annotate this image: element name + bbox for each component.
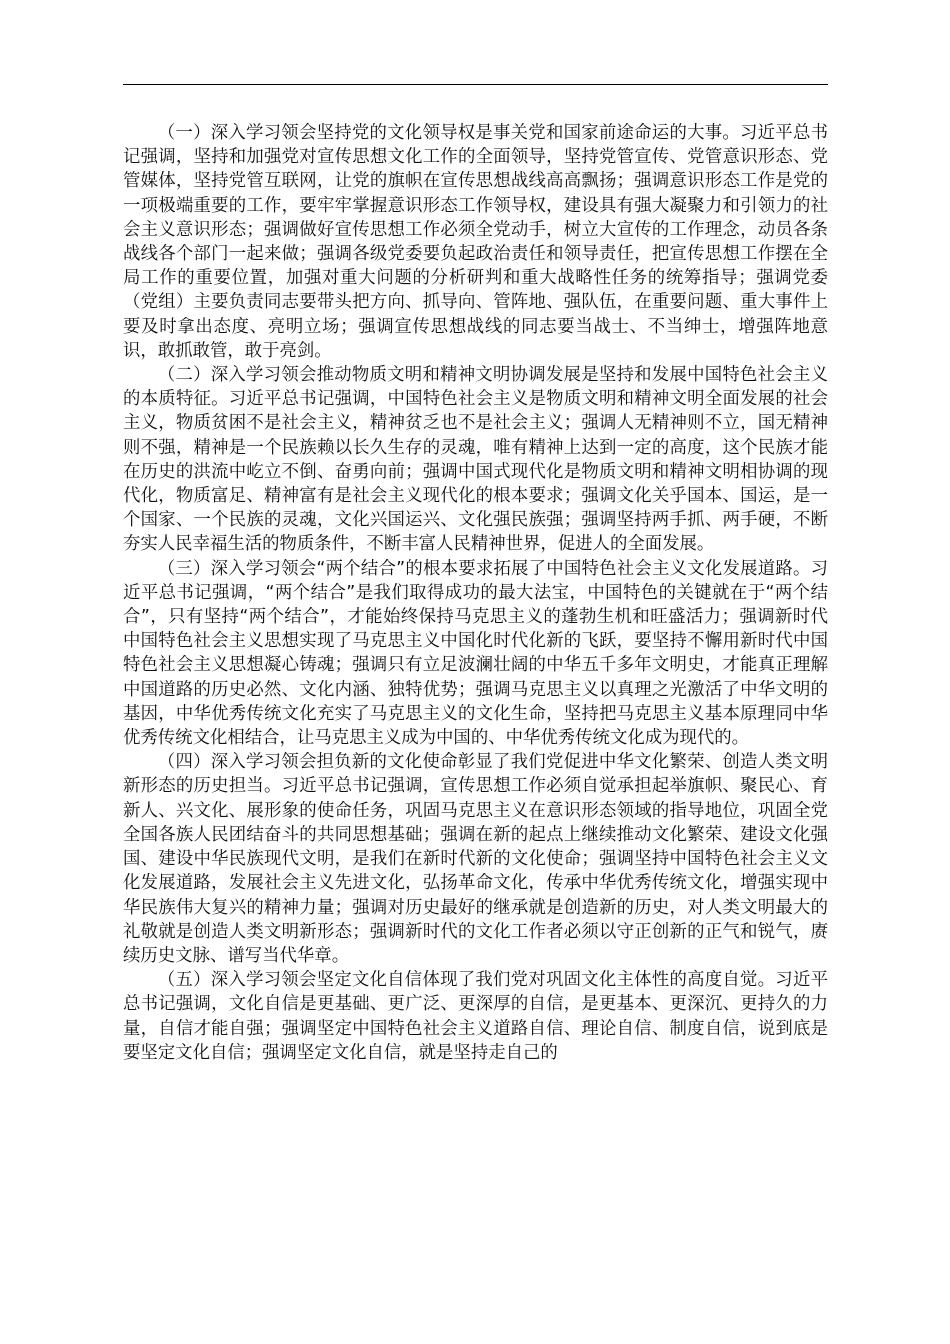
paragraph-5: （五）深入学习领会坚定文化自信体现了我们党对巩固文化主体性的高度自觉。习近平总书记强调，文化自信是更基础、更广泛、更深厚的自信，是更基本、更深沉、更持久的力量，自信才能自强；强调坚定中国特色社会主义道路自信、理论自信、制度自信，说到底是要坚定文化自信；强调坚定文化自信，就是坚持走自己的 [123, 970, 828, 1063]
header-rule [123, 84, 828, 85]
body-text [123, 121, 828, 1065]
paragraph-2: （二）深入学习领会推动物质文明和精神文明协调发展是坚持和发展中国特色社会主义的本质特征。习近平总书记强调，中国特色社会主义是物质文明和精神文明全面发展的社会主义，物质贫困不是社会主义，精神贫乏也不是社会主义；强调人无精神则不立，国无精神则不强，精神是一个民族赖以长久生存的灵魂，唯有精神上达到一定的高度，这个民族才能在历史的洪流中屹立不倒、奋勇向前；强调中国式现代化是物质文明和精神文明相协调的现代化，物质富足、精神富有是社会主义现代化的根本要求；强调文化关乎国本、国运，是一个国家、一个民族的灵魂，文化兴国运兴、文化强民族强；强调坚持两手抓、两手硬，不断夯实人民幸福生活的物质条件，不断丰富人民精神世界，促进人的全面发展。 [123, 365, 828, 555]
paragraph-3: （三）深入学习领会“两个结合”的根本要求拓展了中国特色社会主义文化发展道路。习近平总书记强调，“两个结合”是我们取得成功的最大法宝，中国特色的关键就在于“两个结合”，只有坚持“两个结合”，才能始终保持马克思主义的蓬勃生机和旺盛活力；强调新时代中国特色社会主义思想实现了马克思主义中国化时代化新的飞跃，要坚持不懈用新时代中国特色社会主义思想凝心铸魂；强调只有立足波澜壮阔的中华五千多年文明史，才能真正理解中国道路的历史必然、文化内涵、独特优势；强调马克思主义以真理之光激活了中华文明的基因，中华优秀传统文化充实了马克思主义的文化生命，坚持把马克思主义基本原理同中华优秀传统文化相结合，让马克思主义成为中国的、中华优秀传统文化成为现代的。 [123, 558, 828, 749]
paragraph-1: （一）深入学习领会坚持党的文化领导权是事关党和国家前途命运的大事。习近平总书记强调，坚持和加强党对宣传思想文化工作的全面领导，坚持党管宣传、党管意识形态、党管媒体，坚持党管互联网，让党的旗帜在宣传思想战线高高飘扬；强调意识形态工作是党的一项极端重要的工作，要牢牢掌握意识形态工作领导权，建设具有强大凝聚力和引领力的社会主义意识形态；强调做好宣传思想工作必须全党动手，树立大宣传的工作理念，动员各条战线各个部门一起来做；强调各级党委要负起政治责任和领导责任，把宣传思想工作摆在全局工作的重要位置，加强对重大问题的分析研判和重大战略性任务的统筹指导；强调党委（党组）主要负责同志要带头把方向、抓导向、管阵地、强队伍，在重要问题、重大事件上要及时拿出态度、亮明立场；强调宣传思想战线的同志要当战士、不当绅士，增强阵地意识，敢抓敢管，敢于亮剑。 [123, 123, 828, 361]
paragraph-4: （四）深入学习领会担负新的文化使命彰显了我们党促进中华文化繁荣、创造人类文明新形态的历史担当。习近平总书记强调，宣传思想工作必须自觉承担起举旗帜、聚民心、育新人、兴文化、展形象的使命任务，巩固马克思主义在意识形态领域的指导地位，巩固全党全国各族人民团结奋斗的共同思想基础；强调在新的起点上继续推动文化繁荣、建设文化强国、建设中华民族现代文明，是我们在新时代新的文化使命；强调坚持中国特色社会主义文化发展道路，发展社会主义先进文化，弘扬革命文化，传承中华优秀传统文化，增强实现中华民族伟大复兴的精神力量；强调对历史最好的继承就是创造新的历史，对人类文明最大的礼敬就是创造人类文明新形态；强调新时代的文化工作者必须以守正创新的正气和锐气，赓续历史文脉、谱写当代华章。 [123, 752, 828, 966]
